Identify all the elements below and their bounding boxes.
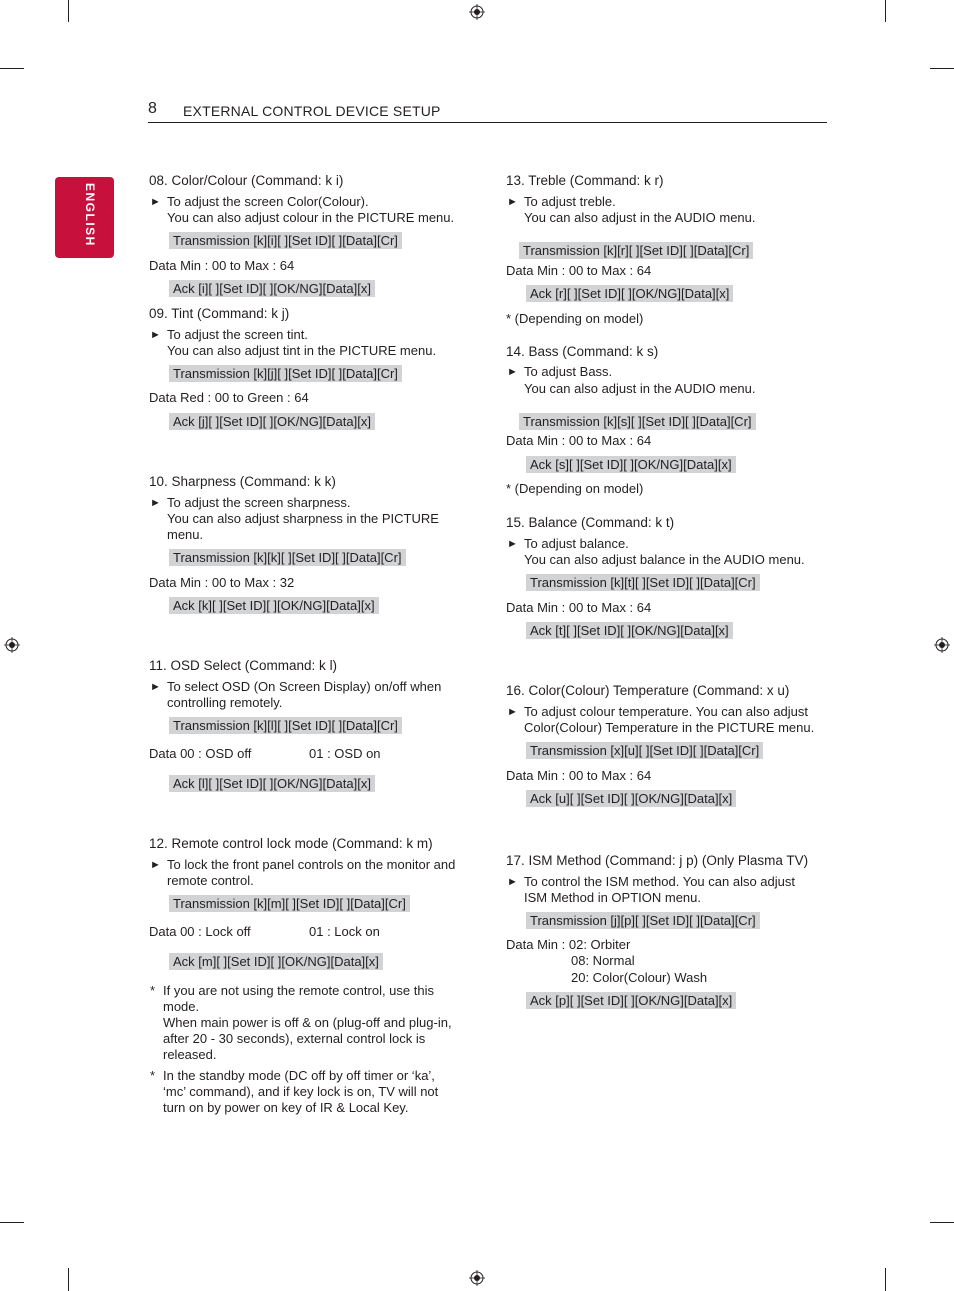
data-option: Data 00 : Lock off (149, 924, 251, 939)
page-header (148, 100, 827, 123)
section-text: To adjust colour temperature. You can also adjust (524, 704, 809, 719)
crop-mark (930, 1222, 954, 1223)
crop-mark (68, 1268, 69, 1291)
note-text: When main power is off & on (plug-off and plug-in, (163, 1015, 452, 1030)
crop-mark (0, 1222, 24, 1223)
ack-box: Ack [p][ ][Set ID][ ][OK/NG][Data][x] (526, 992, 736, 1009)
data-option: 01 : OSD on (309, 746, 381, 761)
data-option: Data 00 : OSD off (149, 746, 252, 761)
section-title: 08. Color/Colour (Command: k i) (149, 173, 344, 188)
section-text: To adjust the screen Color(Colour). (167, 194, 369, 209)
section-text: Color(Colour) Temperature in the PICTURE menu. (524, 720, 815, 735)
language-tab-label: ENGLISH (83, 183, 97, 247)
data-range: 08: Normal (571, 953, 635, 968)
section-text: To adjust treble. (524, 194, 616, 209)
data-range: Data Min : 02: Orbiter (506, 937, 631, 952)
note-text: mode. (163, 999, 200, 1014)
section-text: You can also adjust colour in the PICTURE menu. (167, 210, 455, 225)
data-range: Data Min : 00 to Max : 64 (506, 768, 652, 783)
section-text: You can also adjust balance in the AUDIO menu. (524, 552, 805, 567)
bullet-arrow-icon: ► (507, 196, 518, 208)
note-star: * (150, 983, 156, 998)
ack-box: Ack [r][ ][Set ID][ ][OK/NG][Data][x] (526, 285, 733, 302)
bullet-arrow-icon: ► (150, 681, 161, 693)
data-range: Data Red : 00 to Green : 64 (149, 390, 309, 405)
transmission-box: Transmission [k][l][ ][Set ID][ ][Data][Cr] (169, 717, 402, 734)
page-title: EXTERNAL CONTROL DEVICE SETUP (183, 103, 441, 119)
data-range: Data Min : 00 to Max : 64 (149, 258, 295, 273)
bullet-arrow-icon: ► (150, 859, 161, 871)
language-tab (55, 177, 114, 258)
section-text: You can also adjust in the AUDIO menu. (524, 381, 756, 396)
transmission-box: Transmission [k][s][ ][Set ID][ ][Data][Cr] (519, 413, 756, 430)
section-text: You can also adjust tint in the PICTURE menu. (167, 343, 437, 358)
registration-mark-icon (934, 637, 950, 653)
ack-box: Ack [s][ ][Set ID][ ][OK/NG][Data][x] (526, 456, 736, 473)
section-text: To control the ISM method. You can also adjust (524, 874, 796, 889)
bullet-arrow-icon: ► (507, 366, 518, 378)
data-range: Data Min : 00 to Max : 64 (506, 263, 652, 278)
registration-mark-icon (469, 4, 485, 20)
section-title: 16. Color(Colour) Temperature (Command: x u) (506, 683, 790, 698)
bullet-arrow-icon: ► (150, 196, 161, 208)
note-star: * (150, 1068, 156, 1083)
transmission-box: Transmission [k][r][ ][Set ID][ ][Data][Cr] (519, 242, 753, 259)
data-range: 20: Color(Colour) Wash (571, 970, 708, 985)
note-text: If you are not using the remote control, use this (163, 983, 434, 998)
ack-box: Ack [k][ ][Set ID][ ][OK/NG][Data][x] (169, 597, 379, 614)
section-text: menu. (167, 527, 204, 542)
section-text: To select OSD (On Screen Display) on/off when (167, 679, 442, 694)
section-title: 11. OSD Select (Command: k l) (149, 658, 338, 673)
data-range: Data Min : 00 to Max : 32 (149, 575, 295, 590)
section-text: To adjust balance. (524, 536, 629, 551)
crop-mark (885, 1268, 886, 1291)
section-text: You can also adjust sharpness in the PICTURE (167, 511, 439, 526)
section-text: To adjust Bass. (524, 364, 613, 379)
section-title: 15. Balance (Command: k t) (506, 515, 675, 530)
ack-box: Ack [t][ ][Set ID][ ][OK/NG][Data][x] (526, 622, 733, 639)
section-text: You can also adjust in the AUDIO menu. (524, 210, 756, 225)
section-text: To lock the front panel controls on the monitor and (167, 857, 456, 872)
registration-mark-icon (4, 637, 20, 653)
section-title: 13. Treble (Command: k r) (506, 173, 664, 188)
ack-box: Ack [j][ ][Set ID][ ][OK/NG][Data][x] (169, 413, 375, 430)
section-title: 14. Bass (Command: k s) (506, 344, 659, 359)
note-text: after 20 - 30 seconds), external control lock is (163, 1031, 426, 1046)
bullet-arrow-icon: ► (507, 706, 518, 718)
model-note: * (Depending on model) (506, 311, 644, 326)
bullet-arrow-icon: ► (507, 876, 518, 888)
ack-box: Ack [l][ ][Set ID][ ][OK/NG][Data][x] (169, 775, 375, 792)
bullet-arrow-icon: ► (507, 538, 518, 550)
note-text: released. (163, 1047, 217, 1062)
transmission-box: Transmission [k][m][ ][Set ID][ ][Data][Cr] (169, 895, 410, 912)
crop-mark (885, 0, 886, 22)
transmission-box: Transmission [k][j][ ][Set ID][ ][Data][Cr] (169, 365, 402, 382)
crop-mark (68, 0, 69, 22)
note-text: ‘mc’ command), and if key lock is on, TV will not (163, 1084, 439, 1099)
transmission-box: Transmission [k][t][ ][Set ID][ ][Data][Cr] (526, 574, 760, 591)
data-option: 01 : Lock on (309, 924, 380, 939)
crop-mark (0, 68, 24, 69)
bullet-arrow-icon: ► (150, 497, 161, 509)
section-text: ISM Method in OPTION menu. (524, 890, 702, 905)
section-title: 10. Sharpness (Command: k k) (149, 474, 336, 489)
note-text: turn on by power on key of IR & Local Key. (163, 1100, 409, 1115)
transmission-box: Transmission [k][i][ ][Set ID][ ][Data][Cr] (169, 232, 402, 249)
section-text: To adjust the screen tint. (167, 327, 308, 342)
section-text: To adjust the screen sharpness. (167, 495, 351, 510)
data-range: Data Min : 00 to Max : 64 (506, 433, 652, 448)
ack-box: Ack [m][ ][Set ID][ ][OK/NG][Data][x] (169, 953, 383, 970)
transmission-box: Transmission [j][p][ ][Set ID][ ][Data][Cr] (526, 912, 760, 929)
transmission-box: Transmission [x][u][ ][Set ID][ ][Data][Cr] (526, 742, 763, 759)
data-range: Data Min : 00 to Max : 64 (506, 600, 652, 615)
page-number: 8 (148, 100, 157, 117)
section-title: 09. Tint (Command: k j) (149, 306, 290, 321)
model-note: * (Depending on model) (506, 481, 644, 496)
registration-mark-icon (469, 1270, 485, 1286)
bullet-arrow-icon: ► (150, 329, 161, 341)
ack-box: Ack [u][ ][Set ID][ ][OK/NG][Data][x] (526, 790, 736, 807)
note-text: In the standby mode (DC off by off timer or ‘ka’, (163, 1068, 435, 1083)
transmission-box: Transmission [k][k][ ][Set ID][ ][Data][Cr] (169, 549, 406, 566)
section-title: 17. ISM Method (Command: j p) (Only Plasma TV) (506, 853, 809, 868)
ack-box: Ack [i][ ][Set ID][ ][OK/NG][Data][x] (169, 280, 375, 297)
section-title: 12. Remote control lock mode (Command: k m) (149, 836, 433, 851)
crop-mark (930, 68, 954, 69)
section-text: controlling remotely. (167, 695, 283, 710)
section-text: remote control. (167, 873, 254, 888)
